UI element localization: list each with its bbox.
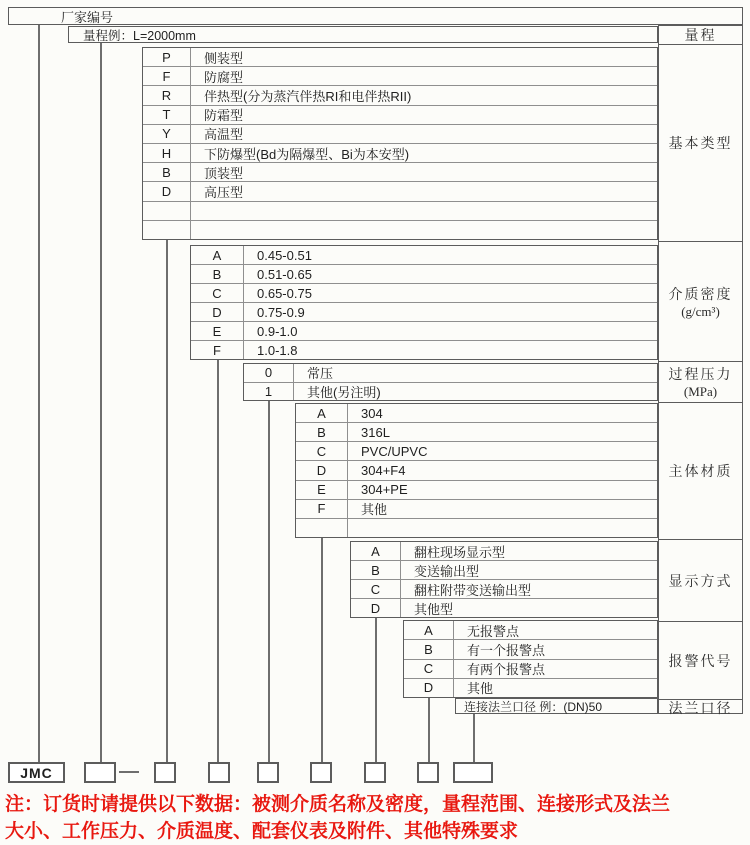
code-cell: F <box>143 67 191 85</box>
table-row <box>143 143 657 162</box>
desc-cell: 0.65-0.75 <box>257 285 312 301</box>
category-label-column <box>658 25 743 717</box>
table-row <box>351 579 657 598</box>
desc-cell <box>191 221 657 239</box>
desc-cell: 翻柱附带变送输出型 <box>414 582 532 598</box>
ordering-note <box>5 791 745 845</box>
table-row <box>296 480 657 499</box>
code-cell: A <box>404 621 454 639</box>
display-section <box>350 541 658 618</box>
code-cell: T <box>143 106 191 124</box>
desc-cell: 常压 <box>307 366 334 382</box>
desc-cell <box>348 519 657 537</box>
desc-cell: 高压型 <box>204 185 244 201</box>
code-cell <box>296 519 348 537</box>
range-example-row <box>68 26 658 43</box>
table-row <box>351 542 657 560</box>
code-cell: B <box>143 163 191 181</box>
code-cell: P <box>143 48 191 66</box>
table-row <box>296 460 657 479</box>
code-box-alarm <box>417 762 439 783</box>
code-box-flange <box>453 762 493 783</box>
desc-cell: 304+F4 <box>361 462 406 478</box>
label-basic-type: 基本类型 <box>659 44 742 241</box>
desc-cell: 伴热型(分为蒸汽伴热RI和电伴热RII) <box>204 89 412 105</box>
ordering-note-line2: 大小、工作压力、介质温度、配套仪表及附件、其他特殊要求 <box>5 821 519 842</box>
code-cell: A <box>296 404 348 422</box>
desc-cell: 下防爆型(Bd为隔爆型、Bi为本安型) <box>204 146 410 162</box>
table-row <box>296 518 657 537</box>
code-cell: D <box>296 461 348 479</box>
table-row <box>191 246 657 264</box>
desc-cell: 316L <box>361 424 390 440</box>
model-prefix-box: JMC <box>8 762 65 783</box>
table-row <box>143 48 657 66</box>
label-material: 主体材质 <box>659 402 742 539</box>
table-row <box>351 560 657 579</box>
table-row <box>143 220 657 239</box>
connector-line-material <box>321 538 323 762</box>
table-row <box>143 162 657 181</box>
code-cell: B <box>351 561 401 579</box>
code-cell: B <box>404 640 454 658</box>
code-cell: Y <box>143 125 191 143</box>
code-cell: R <box>143 86 191 104</box>
table-row <box>143 201 657 220</box>
code-cell: C <box>351 580 401 598</box>
connector-line-pressure <box>268 401 270 762</box>
table-row <box>296 404 657 422</box>
code-cell: F <box>191 341 244 359</box>
basic-type-section <box>142 47 658 240</box>
connector-line-basic-type <box>166 240 168 762</box>
label-pressure: 过程压力 (MPa) <box>659 361 742 402</box>
code-box-pressure <box>257 762 279 783</box>
table-row <box>404 621 657 639</box>
label-range: 量程 <box>684 29 717 44</box>
alarm-section <box>403 620 658 698</box>
code-cell: 1 <box>244 383 294 401</box>
table-row <box>191 302 657 321</box>
label-flange: 法兰口径 <box>659 699 742 715</box>
desc-cell: 变送输出型 <box>414 563 480 579</box>
table-row <box>143 181 657 200</box>
table-row <box>244 382 657 401</box>
table-row <box>404 639 657 658</box>
code-cell: A <box>351 542 401 560</box>
code-box-display <box>364 762 386 783</box>
table-row <box>296 422 657 441</box>
desc-cell: 0.51-0.65 <box>257 266 312 282</box>
table-row <box>404 659 657 678</box>
code-cell: D <box>351 599 401 617</box>
code-cell: B <box>296 423 348 441</box>
table-row <box>191 340 657 359</box>
desc-cell: 0.75-0.9 <box>257 304 305 320</box>
desc-cell: 无报警点 <box>467 623 520 639</box>
code-cell <box>143 202 191 220</box>
code-cell: A <box>191 246 244 264</box>
code-cell: D <box>404 679 454 697</box>
desc-cell: 有一个报警点 <box>467 642 546 658</box>
code-box-material <box>310 762 332 783</box>
code-cell: F <box>296 500 348 518</box>
flange-diameter-row <box>455 698 658 714</box>
dash-separator <box>119 771 139 773</box>
code-box-density <box>208 762 230 783</box>
density-section <box>190 245 658 360</box>
desc-cell: 有两个报警点 <box>467 662 546 678</box>
table-row <box>244 364 657 382</box>
table-row <box>191 264 657 283</box>
connector-line-flange <box>473 714 475 762</box>
desc-cell: 防霜型 <box>204 108 244 124</box>
code-cell: C <box>191 284 244 302</box>
desc-cell: 其他型 <box>414 601 454 617</box>
manufacturer-number-row <box>8 7 743 25</box>
code-cell: C <box>296 442 348 460</box>
desc-cell: 其他 <box>361 502 388 518</box>
desc-cell: 高温型 <box>204 127 244 143</box>
desc-cell: 翻柱现场显示型 <box>414 544 506 560</box>
code-box-basic-type <box>154 762 176 783</box>
code-cell: B <box>191 265 244 283</box>
flange-diameter-text: 连接法兰口径 例：(DN)50 <box>464 699 603 714</box>
table-row <box>191 283 657 302</box>
table-row <box>143 66 657 85</box>
code-cell <box>143 221 191 239</box>
ordering-note-line1: 注：订货时请提供以下数据：被测介质名称及密度，量程范围、连接形式及法兰 <box>5 794 671 815</box>
material-section <box>295 403 658 538</box>
table-row <box>191 321 657 340</box>
connector-line-range <box>100 43 102 762</box>
desc-cell: PVC/UPVC <box>361 443 428 459</box>
table-row <box>351 598 657 617</box>
desc-cell: 0.9-1.0 <box>257 323 298 339</box>
desc-cell: 其他(另注明) <box>307 384 381 400</box>
code-cell: D <box>191 303 244 321</box>
label-density: 介质密度 (g/cm³) <box>659 241 742 361</box>
code-box-range <box>84 762 116 783</box>
desc-cell: 304+PE <box>361 482 408 498</box>
desc-cell <box>191 202 657 220</box>
label-alarm: 报警代号 <box>659 621 742 699</box>
desc-cell: 其他 <box>467 681 494 697</box>
desc-cell: 1.0-1.8 <box>257 342 298 358</box>
connector-line-density <box>217 360 219 762</box>
table-row <box>143 85 657 104</box>
connector-line-manufacturer <box>38 25 40 762</box>
code-cell: D <box>143 182 191 200</box>
code-cell: H <box>143 144 191 162</box>
desc-cell: 防腐型 <box>204 69 244 85</box>
connector-line-alarm <box>428 698 430 762</box>
desc-cell: 0.45-0.51 <box>257 247 312 263</box>
range-example-label: 量程例：L=2000mm <box>83 28 196 43</box>
code-cell: E <box>191 322 244 340</box>
label-display: 显示方式 <box>659 539 742 621</box>
code-cell: E <box>296 481 348 499</box>
table-row <box>296 441 657 460</box>
code-cell: C <box>404 660 454 678</box>
table-row <box>404 678 657 697</box>
code-cell: 0 <box>244 364 294 382</box>
manufacturer-number-label: 厂家编号 <box>61 9 114 25</box>
desc-cell: 304 <box>361 405 383 421</box>
table-row <box>143 105 657 124</box>
desc-cell: 侧装型 <box>204 50 244 66</box>
desc-cell: 顶装型 <box>204 165 244 181</box>
table-row <box>143 124 657 143</box>
pressure-section <box>243 363 658 401</box>
table-row <box>296 499 657 518</box>
connector-line-display <box>375 618 377 762</box>
